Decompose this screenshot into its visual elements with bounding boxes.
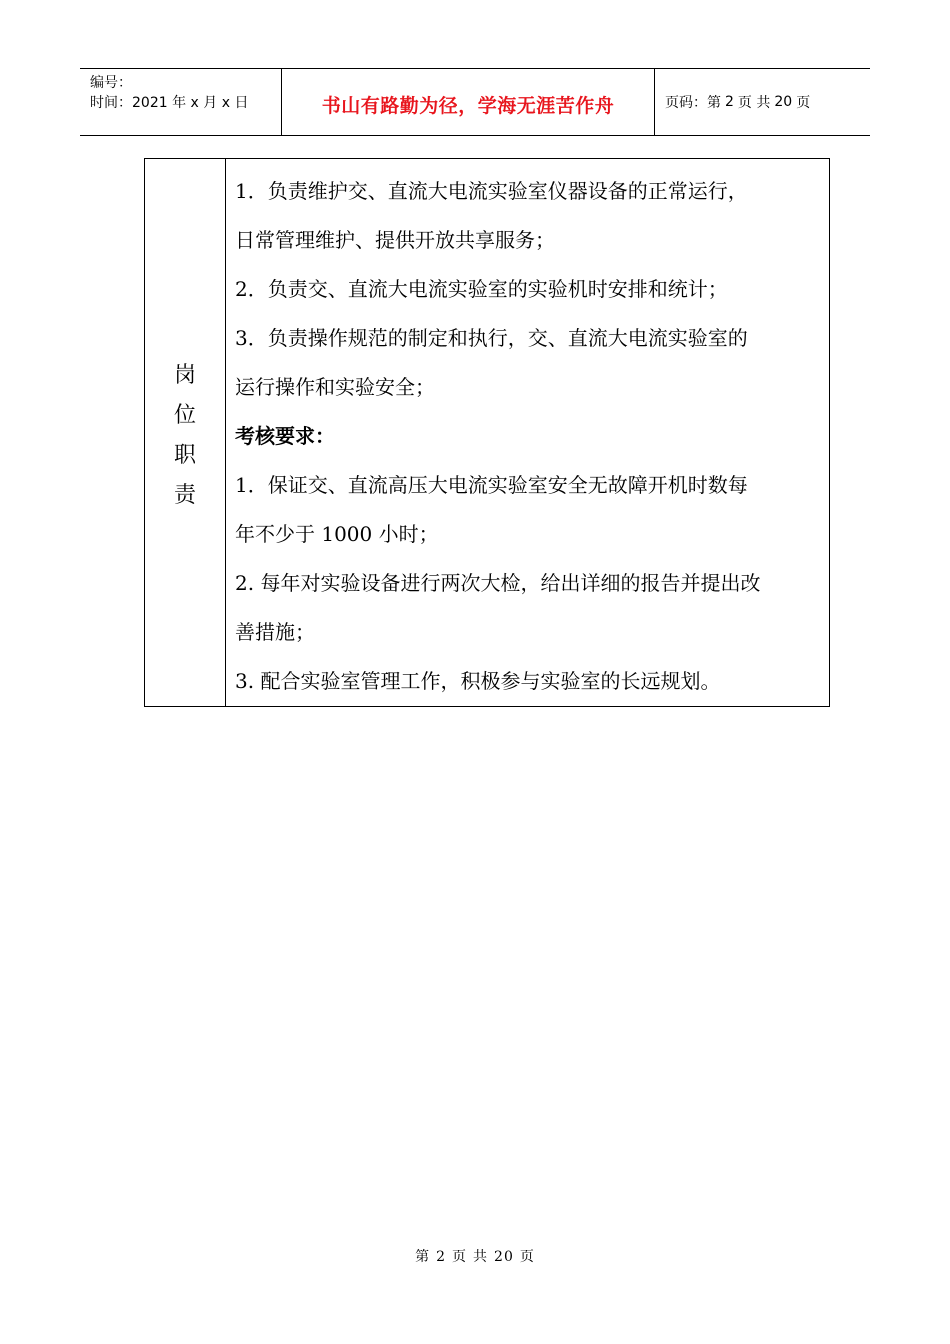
duty-line: 2. 每年对实验设备进行两次大检，给出详细的报告并提出改 [235, 571, 761, 595]
page-label: 页码：第 [665, 95, 721, 111]
duty-line: 日常管理维护、提供开放共享服务； [235, 228, 555, 252]
duty-line: 年不少于 1000 小时； [235, 522, 439, 546]
footer-prefix: 第 [415, 1249, 431, 1265]
footer-mid2: 共 [473, 1249, 489, 1265]
duty-line: 1．负责维护交、直流大电流实验室仪器设备的正常运行， [235, 179, 748, 203]
header-motto: 书山有路勤为径，学海无涯苦作舟 [321, 94, 615, 117]
duty-label-char: 位 [173, 402, 196, 428]
duty-line: 运行操作和实验安全； [235, 375, 435, 399]
document-time-label: 时间：2021 年 x 月 x 日 [90, 95, 249, 111]
duty-line: 1．保证交、直流高压大电流实验室安全无故障开机时数每 [235, 473, 748, 497]
header-page-info [655, 69, 870, 135]
page-current: 2 [725, 94, 734, 110]
duty-label-char: 岗 [173, 362, 196, 388]
document-number-label: 编号： [90, 75, 132, 91]
page-header [80, 68, 870, 136]
assessment-heading: 考核要求： [235, 424, 335, 448]
page-suffix: 页 [796, 95, 811, 111]
duty-label-char: 职 [173, 442, 196, 468]
duty-line: 善措施； [235, 620, 315, 644]
duty-line: 2．负责交、直流大电流实验室的实验机时安排和统计； [235, 277, 728, 301]
duty-table [144, 158, 830, 707]
duty-line: 3. 配合实验室管理工作，积极参与实验室的长远规划。 [235, 669, 721, 693]
footer-current: 2 [436, 1249, 447, 1265]
page-total: 20 [774, 94, 793, 110]
page-footer [0, 1246, 950, 1266]
duty-content [226, 159, 829, 706]
page-mid: 页 共 [737, 95, 771, 111]
header-meta [80, 69, 282, 135]
footer-suffix: 页 [519, 1249, 535, 1265]
footer-total: 20 [494, 1249, 514, 1265]
header-motto-cell [282, 69, 655, 135]
duty-label-cell [145, 159, 226, 706]
duty-label-char: 责 [173, 482, 196, 508]
duty-line: 3．负责操作规范的制定和执行，交、直流大电流实验室的 [235, 326, 748, 350]
footer-mid1: 页 [452, 1249, 468, 1265]
